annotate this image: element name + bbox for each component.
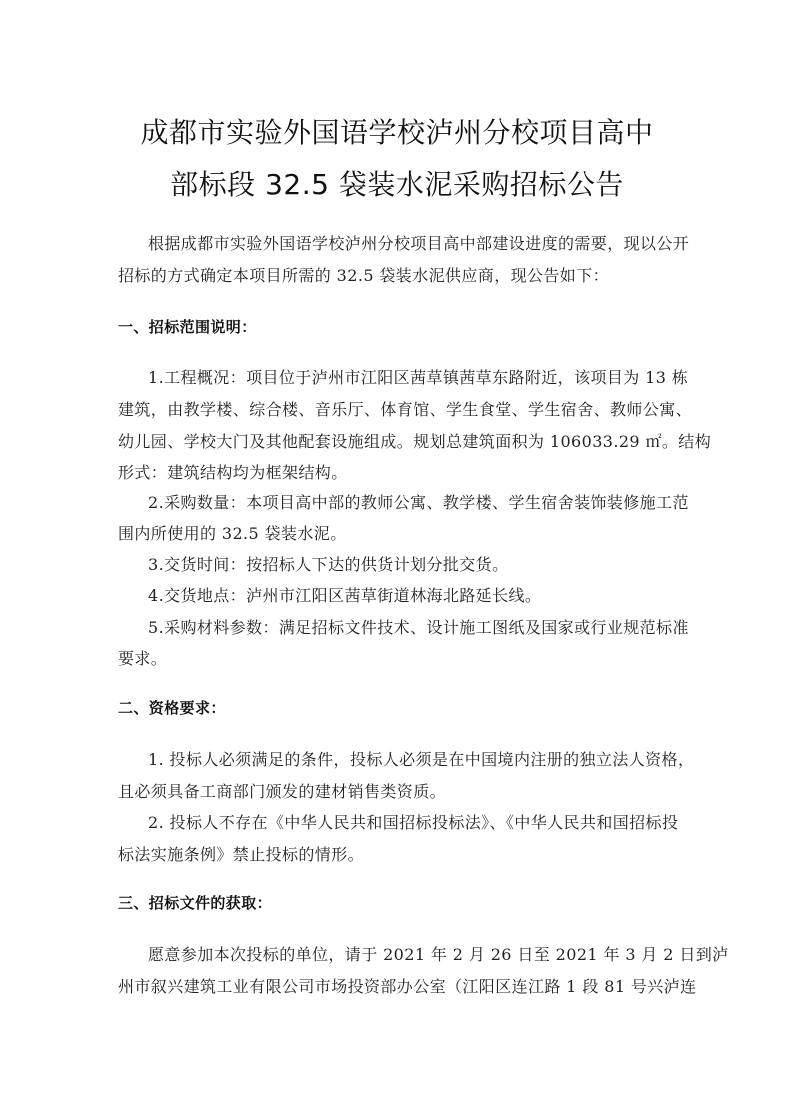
section1-line: 5.采购材料参数：满足招标文件技术、设计施工图纸及国家或行业规范标准	[148, 618, 689, 637]
section2-line: 1. 投标人必须满足的条件，投标人必须是在中国境内注册的独立法人资格，	[148, 750, 695, 769]
document-title-line-2: 部标段 32.5 袋装水泥采购招标公告	[170, 168, 624, 201]
section1-line: 4.交货地点：泸州市江阳区茜草街道林海北路延长线。	[148, 586, 542, 605]
section2-line: 2. 投标人不存在《中华人民共和国招标投标法》、《中华人民共和国招标投	[148, 813, 679, 832]
section2-line: 且必须具备工商部门颁发的建材销售类资质。	[118, 782, 447, 801]
section-heading-scope: 一、招标范围说明：	[118, 318, 257, 336]
section3-line: 愿意参加本次投标的单位，请于 2021 年 2 月 26 日至 2021 年 3 月 2 日到泸	[148, 945, 729, 964]
section1-line: 要求。	[118, 649, 168, 668]
section-heading-qualification: 二、资格要求：	[118, 699, 226, 717]
document-title-line-1: 成都市实验外国语学校泸州分校项目高中	[140, 116, 654, 149]
section1-line: 3.交货时间：按招标人下达的供货计划分批交货。	[148, 555, 509, 574]
section1-line: 形式：建筑结构均为框架结构。	[118, 463, 348, 482]
section1-line: 幼儿园、学校大门及其他配套设施组成。规划总建筑面积为 106033.29 ㎡。结构	[118, 432, 712, 451]
section2-line: 标法实施条例》禁止投标的情形。	[118, 845, 365, 864]
section1-line: 建筑，由教学楼、综合楼、音乐厅、体育馆、学生食堂、学生宿舍、教师公寓、	[118, 400, 693, 419]
section3-line: 州市叙兴建筑工业有限公司市场投资部办公室（江阳区连江路 1 段 81 号兴泸连	[118, 977, 697, 996]
section-heading-documents: 三、招标文件的获取：	[118, 894, 273, 912]
section1-line: 2.采购数量：本项目高中部的教师公寓、教学楼、学生宿舍装饰装修施工范	[148, 493, 689, 512]
intro-paragraph-line: 根据成都市实验外国语学校泸州分校项目高中部建设进度的需要，现以公开	[148, 234, 690, 253]
section1-line: 1.工程概况：项目位于泸州市江阳区茜草镇茜草东路附近，该项目为 13 栋	[148, 368, 689, 387]
section1-line: 围内所使用的 32.5 袋装水泥。	[118, 524, 347, 543]
intro-paragraph-line: 招标的方式确定本项目所需的 32.5 袋装水泥供应商，现公告如下：	[118, 266, 609, 285]
